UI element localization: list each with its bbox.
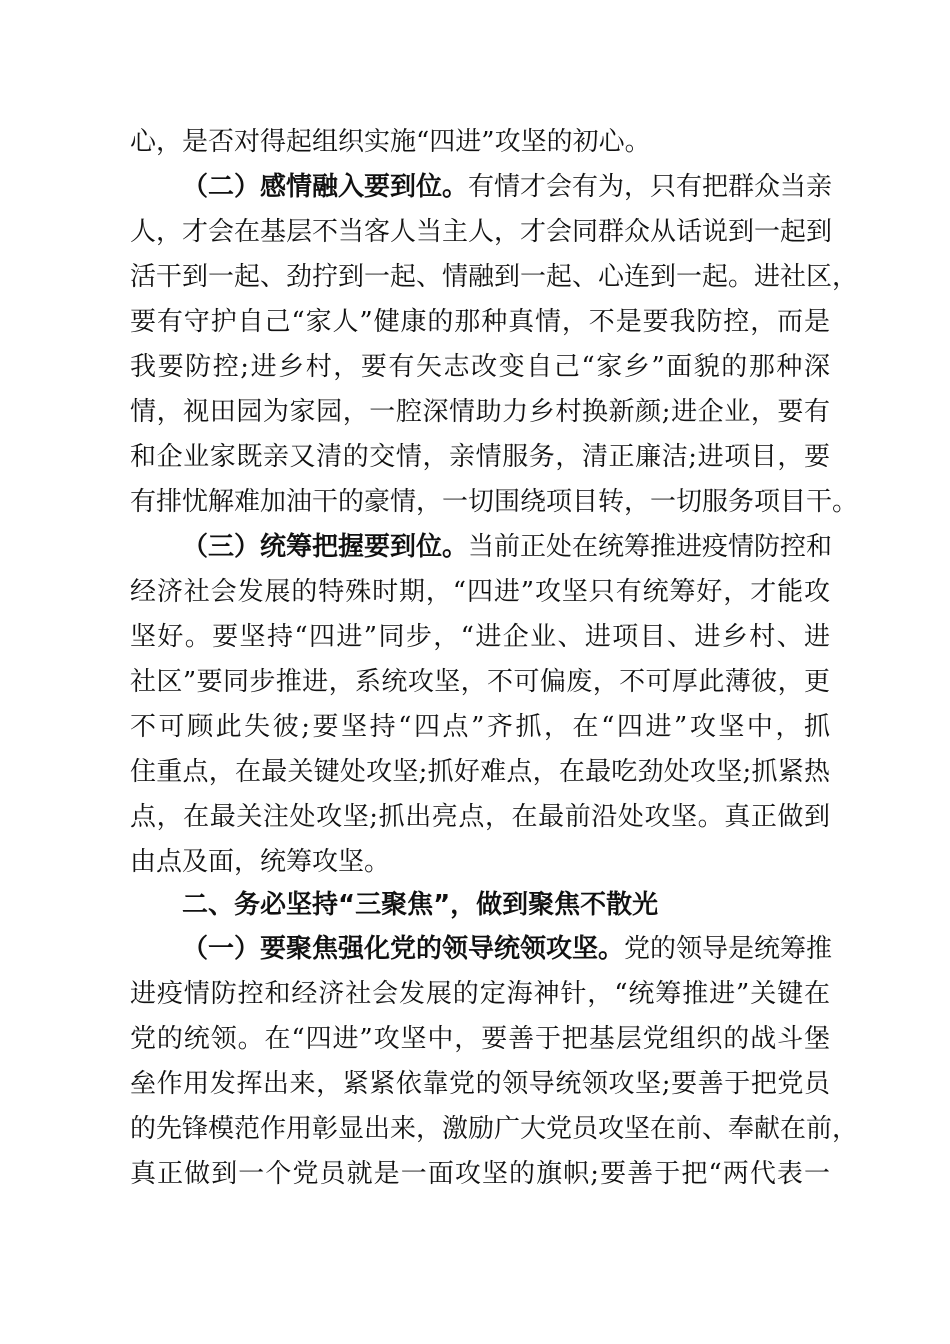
para3-line-3: 社区”要同步推进，系统攻坚，不可偏废，不可厚此薄彼，更 — [130, 667, 830, 697]
para4-lead: （一）要聚焦强化党的领导统领攻坚。 — [182, 934, 625, 964]
para2-line-0: 有情才会有为，只有把群众当亲 — [468, 172, 833, 202]
para3-line-0: 当前正处在统筹推进疫情防控和 — [468, 532, 833, 562]
section2-heading: 二、务必坚持“三聚焦”，做到聚焦不散光 — [182, 890, 659, 920]
para3-line-4: 不可顾此失彼;要坚持“四点”齐抓，在“四进”攻坚中，抓 — [130, 712, 830, 742]
para4-line-2: 党的统领。在“四进”攻坚中，要善于把基层党组织的战斗堡 — [130, 1024, 830, 1054]
para2-line-1: 人，才会在基层不当客人当主人，才会同群众从话说到一起到 — [130, 217, 833, 247]
para3-line-1: 经济社会发展的特殊时期，“四进”攻坚只有统筹好，才能攻 — [130, 577, 830, 607]
para2-lead: （二）感情融入要到位。 — [182, 172, 469, 202]
para4-line-4: 的先锋模范作用彰显出来，激励广大党员攻坚在前、奉献在前， — [130, 1114, 859, 1144]
para4-line-5: 真正做到一个党员就是一面攻坚的旗帜;要善于把“两代表一 — [130, 1159, 830, 1189]
para2-line-4: 我要防控;进乡村，要有矢志改变自己“家乡”面貌的那种深 — [130, 352, 830, 382]
para3-lead: （三）统筹把握要到位。 — [182, 532, 469, 562]
para3-line-2: 坚好。要坚持“四进”同步，“进企业、进项目、进乡村、进 — [130, 622, 830, 652]
para3-line-7: 由点及面，统筹攻坚。 — [130, 847, 391, 877]
intro-tail-line: 心，是否对得起组织实施“四进”攻坚的初心。 — [130, 127, 651, 157]
para2-line-5: 情，视田园为家园，一腔深情助力乡村换新颜;进企业，要有 — [130, 397, 830, 427]
para2-line-3: 要有守护自己“家人”健康的那种真情，不是要我防控，而是 — [130, 307, 830, 337]
para3-line-5: 住重点，在最关键处攻坚;抓好难点，在最吃劲处攻坚;抓紧热 — [130, 757, 830, 787]
para2-first-line — [182, 167, 833, 207]
para4-line-0: 党的领导是统筹推 — [624, 934, 833, 964]
para2-line-6: 和企业家既亲又清的交情，亲情服务，清正廉洁;进项目，要 — [130, 442, 830, 472]
para3-line-6: 点，在最关注处攻坚;抓出亮点，在最前沿处攻坚。真正做到 — [130, 802, 830, 832]
para4-first-line — [182, 929, 833, 969]
para2-line-2: 活干到一起、劲拧到一起、情融到一起、心连到一起。进社区， — [130, 262, 859, 292]
para2-line-7: 有排忧解难加油干的豪情，一切围绕项目转，一切服务项目干。 — [130, 487, 859, 517]
para4-line-1: 进疫情防控和经济社会发展的定海神针，“统筹推进”关键在 — [130, 979, 830, 1009]
para3-first-line — [182, 527, 833, 567]
para4-line-3: 垒作用发挥出来，紧紧依靠党的领导统领攻坚;要善于把党员 — [130, 1069, 830, 1099]
